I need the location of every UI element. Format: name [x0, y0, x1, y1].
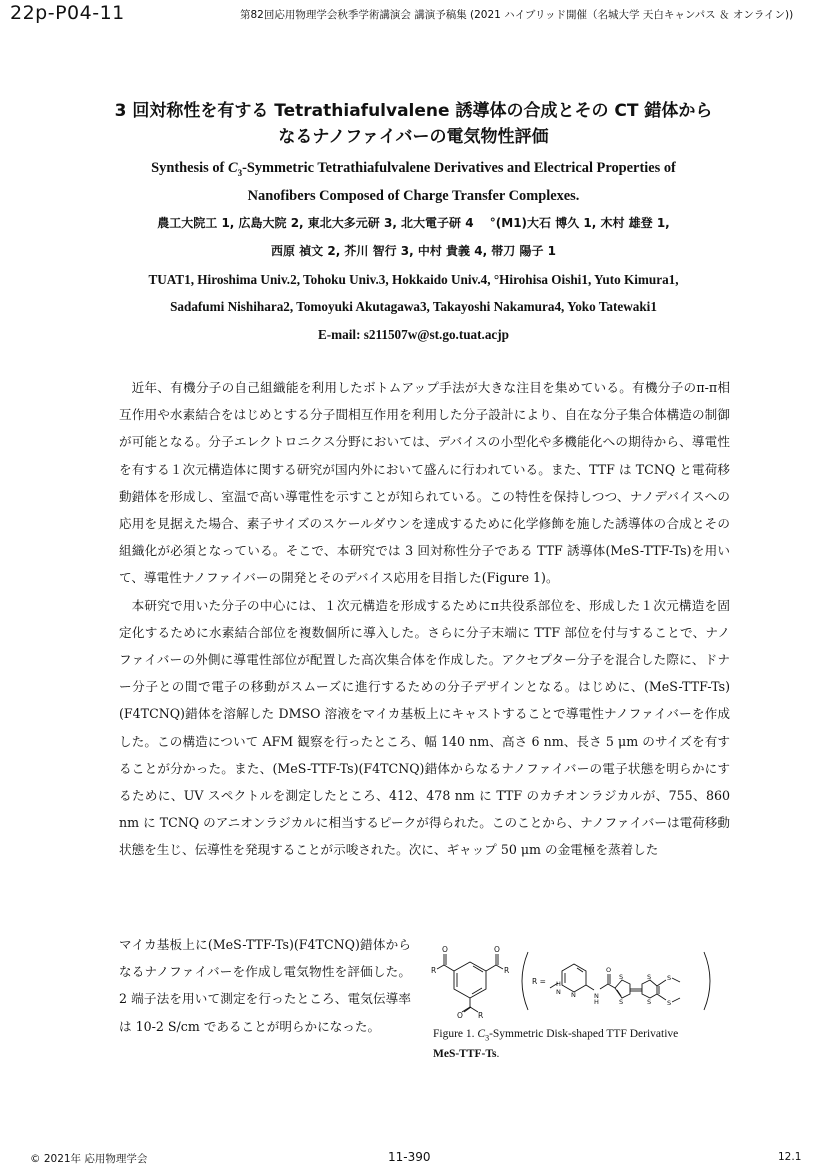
atom-label-o: O [606, 966, 612, 974]
figure-caption: Figure 1. $C_3$-Symmetric Disk-shaped TTF Derivative MeS-TTF-Ts. [433, 1028, 679, 1061]
affiliations-line1: TUAT1, Hiroshima Univ.2, Tohoku Univ.3, Hokkaido Univ.4, °Hirohisa Oishi1, Yuto Kimura1, [148, 272, 679, 287]
atom-label-s: S [667, 999, 672, 1007]
paragraph-2: 本研究で用いた分子の中心には、１次元構造を形成するためにπ共役系部位を、形成した１次元構造を固定化するために水素結合部位を複数個所に導入した。さらに分子末端に TTF 部位を付与することで、ナノファイバーの外側に導電性部位が配置した高次集合体を作成した。アクセプター分子を混合した際に、ドナー分子との間で電子の移動がスムーズに進行するための分子デザインとなる。はじめに、(MeS-TTF-Ts)(F4TCNQ)錯体を溶解した DMSO 溶液をマイカ基板上にキャストすることで導電性ナノファイバーを作成した。この構造について AFM 観察を行ったところ、幅 140 nm、高さ 6 nm、長さ 5 μm のサイズを有することが分かった。また、(MeS-TTF-Ts)(F4TCNQ)錯体からなるナノファイバーの電子状態を明らかにするために、UV スペクトルを測定したところ、412、478 nm に TTF のカチオンラジカルが、755、860 nm に TCNQ のアニオンラジカルに相当するピークが得られた。このことから、ナノファイバーは電荷移動状態を生じ、伝導性を発現することが示唆された。次に、ギャップ 50 μm の金電極を蒸着した [119, 597, 730, 858]
atom-label-s: S [619, 998, 624, 1006]
atom-label-h: H [556, 980, 561, 988]
title-en-line2: Nanofibers Composed of Charge Transfer Complexes. [247, 188, 580, 204]
atom-label-r: R [478, 1011, 484, 1020]
atom-label-s: S [647, 973, 652, 981]
body-text [119, 374, 730, 864]
atom-label-o: O [494, 945, 500, 954]
authors-ja-line1: 農工大院工 1, 広島大院 2, 東北大多元研 3, 北大電子研 4 °(M1)大石 博久 1, 木村 雄登 1, [157, 216, 670, 230]
atom-label-r: R [504, 966, 510, 975]
paragraph-1: 近年、有機分子の自己組織能を利用したボトムアップ手法が大きな注目を集めている。有機分子のπ-π相互作用や水素結合をはじめとする分子間相互作用を利用した分子設計により、自在な分子集合体構造の制御が可能となる。分子エレクトロニクス分野においては、デバイスの小型化や多機能化への期待から、導電性を有する１次元構造体に関する研究が国内外において盛んに行われている。また、TTF は TCNQ と電荷移動錯体を形成し、室温で高い導電性を示すことが知られている。この特性を保持しつつ、ナノデバイスへの応用を見据えた場合、素子サイズのスケールダウンを達成するために化学修飾を施した誘導体の合成とその組織化が必須となっている。そこで、本研究では 3 回対称性分子である TTF 誘導体(MeS-TTF-Ts)を用いて、導電性ナノファイバーの開発とそのデバイス応用を目指した(Figure 1)。 [119, 380, 730, 586]
email: E-mail: s211507w@st.go.tuat.acjp [317, 327, 510, 342]
authors-ja-line2: 西原 禎文 2, 芥川 智行 3, 中村 貴義 4, 帯刀 陽子 1 [270, 244, 557, 258]
atom-label-s: S [619, 973, 624, 981]
atom-label-s: S [667, 974, 672, 982]
atom-label-o: O [442, 945, 448, 954]
atom-label-n: N [571, 991, 576, 999]
atom-label-o: O [457, 1011, 463, 1020]
copyright: © 2021年 応用物理学会 [30, 1153, 148, 1165]
conference-header: 第82回応用物理学会秋季学術講演会 講演予稿集 (2021 ハイブリッド開催（名城大学 天白キャンパス ＆ オンライン)) [240, 9, 794, 21]
atom-label-h: H [594, 998, 599, 1006]
r-equals-label: R = [532, 977, 546, 986]
paragraph-3: マイカ基板上に(MeS-TTF-Ts)(F4TCNQ)錯体からなるナノファイバーを作成し電気物性を評価した。2 端子法を用いて測定を行ったところ、電気伝導率は 10-2 S/cm であることが明らかになった。 [119, 937, 411, 1034]
title-en-line1: Synthesis of $C_3$-Symmetric Tetrathiafulvalene Derivatives and Electrical Properties of [151, 160, 676, 178]
title-ja-line2: なるナノファイバーの電気物性評価 [278, 127, 549, 147]
atom-label-n: N [556, 988, 561, 996]
paper-id: 22p-P04-11 [10, 2, 125, 24]
molecule-figure [428, 940, 728, 1022]
version-number: 12.1 [778, 1151, 802, 1163]
atom-label-r: R [431, 966, 437, 975]
atom-label-n: N [594, 992, 599, 1000]
atom-label-s: S [647, 998, 652, 1006]
title-ja-line1: 3 回対称性を有する Tetrathiafulvalene 誘導体の合成とその CT 錯体から [114, 101, 713, 121]
affiliations-line2: Sadafumi Nishihara2, Tomoyuki Akutagawa3, Takayoshi Nakamura4, Yoko Tatewaki1 [170, 299, 657, 314]
page-number: 11-390 [388, 1150, 431, 1164]
